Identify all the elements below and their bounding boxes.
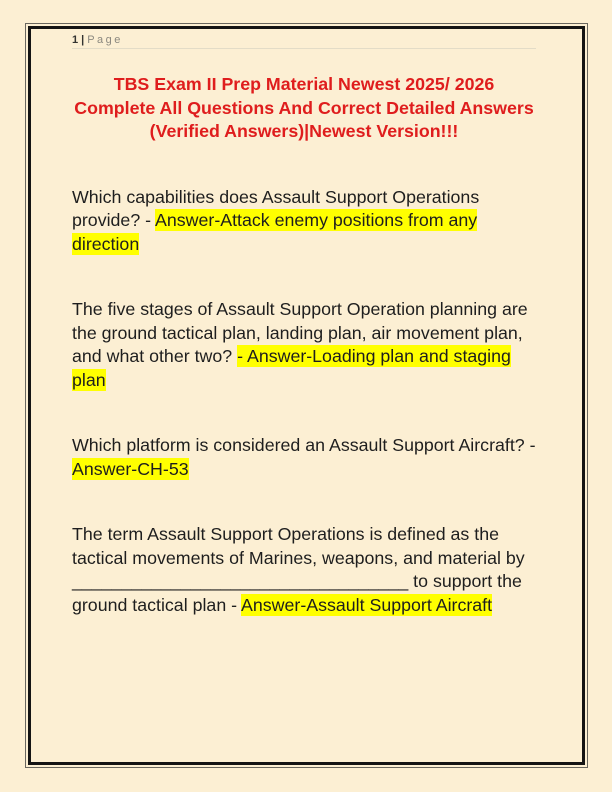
question-text: The five stages of Assault Support Operation planning are the ground tactical plan, landing plan, air movement plan, and what other two?: [72, 299, 528, 366]
question-text: Which platform is considered an Assault Support Aircraft? -: [72, 435, 536, 455]
page-border-frame-inner: [28, 26, 585, 765]
page-header-separator: |: [81, 34, 85, 46]
page-content: [31, 29, 536, 617]
qa-item: [72, 523, 536, 617]
answer-highlight: Answer-Attack enemy positions from any direction: [72, 210, 478, 254]
document-title: [72, 73, 536, 144]
page-header-label: Page: [87, 34, 123, 46]
answer-highlight: Answer-CH-53: [72, 458, 189, 479]
document-title-line: TBS Exam II Prep Material Newest 2025/ 2026: [113, 74, 495, 94]
page-border-frame: [25, 23, 588, 768]
answer-highlight: - Answer-Loading plan and staging plan: [72, 346, 511, 390]
document-title-line: Complete All Questions And Correct Detailed Answers: [74, 97, 534, 118]
document-title-line: (Verified Answers)|Newest Version!!!: [149, 121, 459, 141]
question-text: The term Assault Support Operations is defined as the tactical movements of Marines, weapons, and material by __________________________________ to support the ground tactical plan -: [72, 524, 525, 615]
question-text: Which capabilities does Assault Support Operations provide? -: [72, 186, 480, 230]
qa-list: [72, 186, 536, 618]
qa-item: [72, 434, 536, 481]
answer-highlight: Answer-Assault Support Aircraft: [241, 594, 493, 615]
page-header: [72, 34, 536, 49]
page-number: 1: [72, 34, 79, 46]
qa-item: [72, 298, 536, 392]
qa-item: [72, 186, 536, 257]
